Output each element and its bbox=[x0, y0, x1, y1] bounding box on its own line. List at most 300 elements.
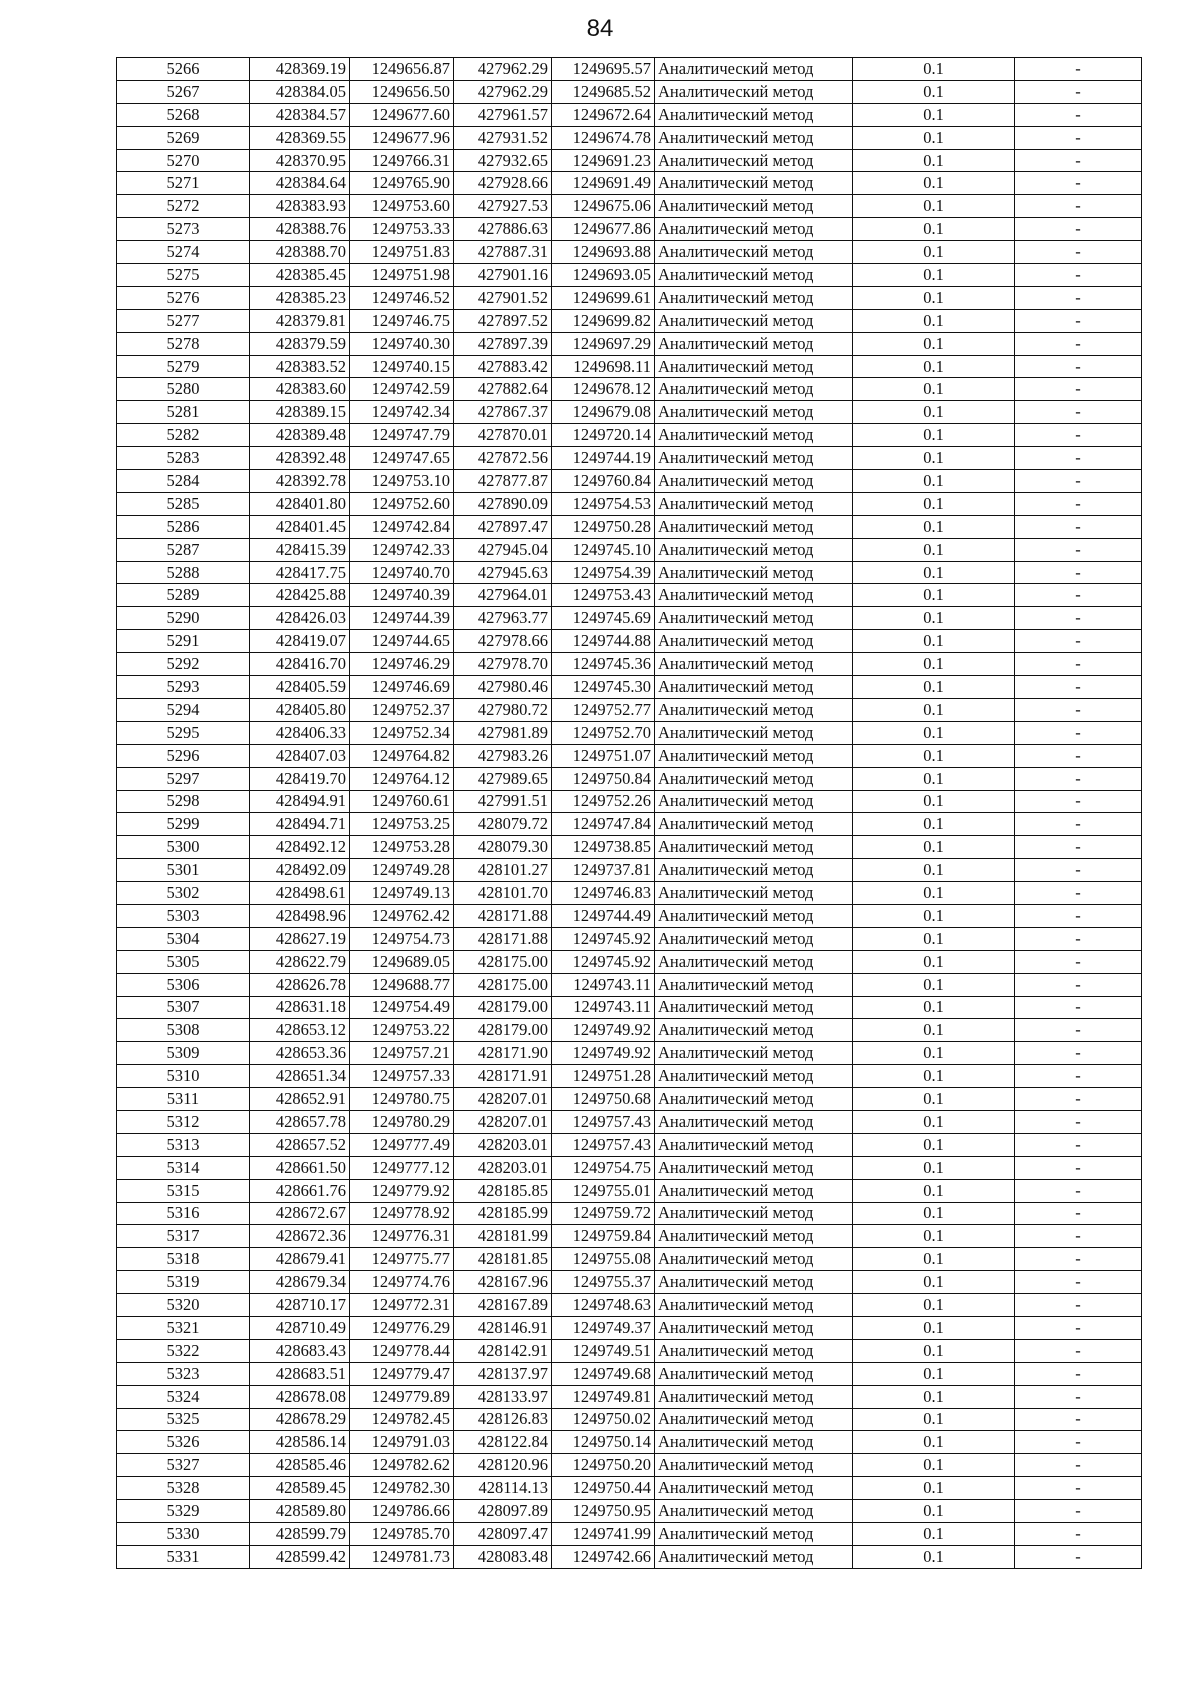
x2-cell: 428171.91 bbox=[454, 1065, 552, 1088]
method-cell: Аналитический метод bbox=[655, 332, 853, 355]
y1-cell: 1249740.39 bbox=[350, 584, 454, 607]
note-cell: - bbox=[1015, 1385, 1142, 1408]
method-cell: Аналитический метод bbox=[655, 1042, 853, 1065]
table-row bbox=[117, 721, 1142, 744]
point-number-cell: 5318 bbox=[117, 1248, 250, 1271]
accuracy-cell: 0.1 bbox=[853, 607, 1015, 630]
table-row bbox=[117, 676, 1142, 699]
note-cell: - bbox=[1015, 355, 1142, 378]
note-cell: - bbox=[1015, 286, 1142, 309]
table-row bbox=[117, 355, 1142, 378]
x1-cell: 428678.08 bbox=[250, 1385, 350, 1408]
y1-cell: 1249742.34 bbox=[350, 401, 454, 424]
note-cell: - bbox=[1015, 492, 1142, 515]
x2-cell: 427928.66 bbox=[454, 172, 552, 195]
table-row bbox=[117, 1179, 1142, 1202]
method-cell: Аналитический метод bbox=[655, 744, 853, 767]
note-cell: - bbox=[1015, 58, 1142, 81]
y1-cell: 1249754.73 bbox=[350, 927, 454, 950]
accuracy-cell: 0.1 bbox=[853, 172, 1015, 195]
x1-cell: 428405.80 bbox=[250, 698, 350, 721]
accuracy-cell: 0.1 bbox=[853, 721, 1015, 744]
y2-cell: 1249749.51 bbox=[552, 1339, 655, 1362]
method-cell: Аналитический метод bbox=[655, 538, 853, 561]
table-row bbox=[117, 1065, 1142, 1088]
accuracy-cell: 0.1 bbox=[853, 1362, 1015, 1385]
accuracy-cell: 0.1 bbox=[853, 1019, 1015, 1042]
x1-cell: 428651.34 bbox=[250, 1065, 350, 1088]
accuracy-cell: 0.1 bbox=[853, 1248, 1015, 1271]
accuracy-cell: 0.1 bbox=[853, 698, 1015, 721]
x1-cell: 428585.46 bbox=[250, 1454, 350, 1477]
point-number-cell: 5266 bbox=[117, 58, 250, 81]
y2-cell: 1249745.69 bbox=[552, 607, 655, 630]
x2-cell: 428181.99 bbox=[454, 1225, 552, 1248]
table-row bbox=[117, 309, 1142, 332]
note-cell: - bbox=[1015, 721, 1142, 744]
note-cell: - bbox=[1015, 103, 1142, 126]
note-cell: - bbox=[1015, 698, 1142, 721]
y1-cell: 1249752.34 bbox=[350, 721, 454, 744]
y1-cell: 1249785.70 bbox=[350, 1523, 454, 1546]
x1-cell: 428710.17 bbox=[250, 1294, 350, 1317]
x1-cell: 428657.52 bbox=[250, 1133, 350, 1156]
x2-cell: 427989.65 bbox=[454, 767, 552, 790]
method-cell: Аналитический метод bbox=[655, 378, 853, 401]
accuracy-cell: 0.1 bbox=[853, 1110, 1015, 1133]
table-row bbox=[117, 882, 1142, 905]
x1-cell: 428392.78 bbox=[250, 470, 350, 493]
accuracy-cell: 0.1 bbox=[853, 1523, 1015, 1546]
point-number-cell: 5268 bbox=[117, 103, 250, 126]
y2-cell: 1249750.02 bbox=[552, 1408, 655, 1431]
y2-cell: 1249744.49 bbox=[552, 904, 655, 927]
table-row bbox=[117, 401, 1142, 424]
y2-cell: 1249745.36 bbox=[552, 653, 655, 676]
method-cell: Аналитический метод bbox=[655, 195, 853, 218]
accuracy-cell: 0.1 bbox=[853, 973, 1015, 996]
note-cell: - bbox=[1015, 447, 1142, 470]
point-number-cell: 5271 bbox=[117, 172, 250, 195]
x2-cell: 427980.72 bbox=[454, 698, 552, 721]
table-row bbox=[117, 378, 1142, 401]
x1-cell: 428383.93 bbox=[250, 195, 350, 218]
x2-cell: 427931.52 bbox=[454, 126, 552, 149]
x2-cell: 428083.48 bbox=[454, 1545, 552, 1568]
table-row bbox=[117, 1454, 1142, 1477]
table-row bbox=[117, 241, 1142, 264]
x1-cell: 428657.78 bbox=[250, 1110, 350, 1133]
x1-cell: 428416.70 bbox=[250, 653, 350, 676]
y1-cell: 1249753.25 bbox=[350, 813, 454, 836]
x1-cell: 428498.61 bbox=[250, 882, 350, 905]
point-number-cell: 5299 bbox=[117, 813, 250, 836]
table-row bbox=[117, 1225, 1142, 1248]
method-cell: Аналитический метод bbox=[655, 676, 853, 699]
y1-cell: 1249757.33 bbox=[350, 1065, 454, 1088]
method-cell: Аналитический метод bbox=[655, 1065, 853, 1088]
x2-cell: 427962.29 bbox=[454, 58, 552, 81]
point-number-cell: 5288 bbox=[117, 561, 250, 584]
table-row bbox=[117, 1294, 1142, 1317]
table-row bbox=[117, 1271, 1142, 1294]
accuracy-cell: 0.1 bbox=[853, 218, 1015, 241]
accuracy-cell: 0.1 bbox=[853, 1294, 1015, 1317]
note-cell: - bbox=[1015, 1248, 1142, 1271]
accuracy-cell: 0.1 bbox=[853, 859, 1015, 882]
x2-cell: 428175.00 bbox=[454, 973, 552, 996]
page-number: 84 bbox=[586, 15, 614, 42]
note-cell: - bbox=[1015, 950, 1142, 973]
note-cell: - bbox=[1015, 1179, 1142, 1202]
x1-cell: 428672.67 bbox=[250, 1202, 350, 1225]
accuracy-cell: 0.1 bbox=[853, 401, 1015, 424]
y1-cell: 1249751.98 bbox=[350, 264, 454, 287]
point-number-cell: 5289 bbox=[117, 584, 250, 607]
accuracy-cell: 0.1 bbox=[853, 1339, 1015, 1362]
x1-cell: 428626.78 bbox=[250, 973, 350, 996]
y2-cell: 1249672.64 bbox=[552, 103, 655, 126]
x2-cell: 427867.37 bbox=[454, 401, 552, 424]
method-cell: Аналитический метод bbox=[655, 973, 853, 996]
note-cell: - bbox=[1015, 1271, 1142, 1294]
point-number-cell: 5286 bbox=[117, 515, 250, 538]
y2-cell: 1249749.68 bbox=[552, 1362, 655, 1385]
accuracy-cell: 0.1 bbox=[853, 1545, 1015, 1568]
note-cell: - bbox=[1015, 241, 1142, 264]
y1-cell: 1249740.15 bbox=[350, 355, 454, 378]
x1-cell: 428389.15 bbox=[250, 401, 350, 424]
accuracy-cell: 0.1 bbox=[853, 126, 1015, 149]
y2-cell: 1249751.07 bbox=[552, 744, 655, 767]
table-row bbox=[117, 1248, 1142, 1271]
y2-cell: 1249748.63 bbox=[552, 1294, 655, 1317]
note-cell: - bbox=[1015, 264, 1142, 287]
table-row bbox=[117, 1431, 1142, 1454]
accuracy-cell: 0.1 bbox=[853, 1042, 1015, 1065]
y1-cell: 1249766.31 bbox=[350, 149, 454, 172]
y1-cell: 1249742.33 bbox=[350, 538, 454, 561]
y2-cell: 1249750.44 bbox=[552, 1477, 655, 1500]
x2-cell: 427932.65 bbox=[454, 149, 552, 172]
method-cell: Аналитический метод bbox=[655, 1545, 853, 1568]
y2-cell: 1249738.85 bbox=[552, 836, 655, 859]
accuracy-cell: 0.1 bbox=[853, 470, 1015, 493]
method-cell: Аналитический метод bbox=[655, 286, 853, 309]
x2-cell: 427961.57 bbox=[454, 103, 552, 126]
method-cell: Аналитический метод bbox=[655, 630, 853, 653]
method-cell: Аналитический метод bbox=[655, 1316, 853, 1339]
x2-cell: 427991.51 bbox=[454, 790, 552, 813]
note-cell: - bbox=[1015, 1110, 1142, 1133]
method-cell: Аналитический метод bbox=[655, 1431, 853, 1454]
y2-cell: 1249757.43 bbox=[552, 1133, 655, 1156]
point-number-cell: 5295 bbox=[117, 721, 250, 744]
point-number-cell: 5326 bbox=[117, 1431, 250, 1454]
accuracy-cell: 0.1 bbox=[853, 676, 1015, 699]
point-number-cell: 5325 bbox=[117, 1408, 250, 1431]
y2-cell: 1249750.95 bbox=[552, 1500, 655, 1523]
x1-cell: 428683.43 bbox=[250, 1339, 350, 1362]
note-cell: - bbox=[1015, 882, 1142, 905]
point-number-cell: 5329 bbox=[117, 1500, 250, 1523]
x2-cell: 427964.01 bbox=[454, 584, 552, 607]
table-row bbox=[117, 790, 1142, 813]
x2-cell: 428181.85 bbox=[454, 1248, 552, 1271]
accuracy-cell: 0.1 bbox=[853, 538, 1015, 561]
y1-cell: 1249752.60 bbox=[350, 492, 454, 515]
method-cell: Аналитический метод bbox=[655, 1110, 853, 1133]
method-cell: Аналитический метод bbox=[655, 492, 853, 515]
y2-cell: 1249678.12 bbox=[552, 378, 655, 401]
y1-cell: 1249747.65 bbox=[350, 447, 454, 470]
point-number-cell: 5290 bbox=[117, 607, 250, 630]
table-row bbox=[117, 1523, 1142, 1546]
note-cell: - bbox=[1015, 836, 1142, 859]
x2-cell: 427981.89 bbox=[454, 721, 552, 744]
note-cell: - bbox=[1015, 332, 1142, 355]
note-cell: - bbox=[1015, 172, 1142, 195]
table-row bbox=[117, 996, 1142, 1019]
x1-cell: 428383.52 bbox=[250, 355, 350, 378]
y1-cell: 1249753.22 bbox=[350, 1019, 454, 1042]
x1-cell: 428679.34 bbox=[250, 1271, 350, 1294]
y1-cell: 1249677.96 bbox=[350, 126, 454, 149]
x1-cell: 428419.70 bbox=[250, 767, 350, 790]
y2-cell: 1249745.92 bbox=[552, 927, 655, 950]
method-cell: Аналитический метод bbox=[655, 1294, 853, 1317]
x2-cell: 427980.46 bbox=[454, 676, 552, 699]
point-number-cell: 5321 bbox=[117, 1316, 250, 1339]
note-cell: - bbox=[1015, 1408, 1142, 1431]
point-number-cell: 5323 bbox=[117, 1362, 250, 1385]
x1-cell: 428389.48 bbox=[250, 424, 350, 447]
y1-cell: 1249777.49 bbox=[350, 1133, 454, 1156]
note-cell: - bbox=[1015, 859, 1142, 882]
y2-cell: 1249749.81 bbox=[552, 1385, 655, 1408]
y1-cell: 1249778.44 bbox=[350, 1339, 454, 1362]
accuracy-cell: 0.1 bbox=[853, 1408, 1015, 1431]
method-cell: Аналитический метод bbox=[655, 1523, 853, 1546]
y2-cell: 1249699.82 bbox=[552, 309, 655, 332]
x2-cell: 428167.89 bbox=[454, 1294, 552, 1317]
x1-cell: 428678.29 bbox=[250, 1408, 350, 1431]
note-cell: - bbox=[1015, 561, 1142, 584]
note-cell: - bbox=[1015, 1088, 1142, 1111]
y1-cell: 1249749.13 bbox=[350, 882, 454, 905]
note-cell: - bbox=[1015, 1477, 1142, 1500]
y1-cell: 1249752.37 bbox=[350, 698, 454, 721]
accuracy-cell: 0.1 bbox=[853, 1202, 1015, 1225]
method-cell: Аналитический метод bbox=[655, 401, 853, 424]
y2-cell: 1249759.84 bbox=[552, 1225, 655, 1248]
method-cell: Аналитический метод bbox=[655, 904, 853, 927]
y1-cell: 1249747.79 bbox=[350, 424, 454, 447]
table-row bbox=[117, 950, 1142, 973]
x1-cell: 428388.76 bbox=[250, 218, 350, 241]
x2-cell: 428179.00 bbox=[454, 996, 552, 1019]
y1-cell: 1249753.28 bbox=[350, 836, 454, 859]
note-cell: - bbox=[1015, 1362, 1142, 1385]
accuracy-cell: 0.1 bbox=[853, 1156, 1015, 1179]
point-number-cell: 5319 bbox=[117, 1271, 250, 1294]
note-cell: - bbox=[1015, 80, 1142, 103]
x1-cell: 428384.64 bbox=[250, 172, 350, 195]
y2-cell: 1249744.19 bbox=[552, 447, 655, 470]
note-cell: - bbox=[1015, 1454, 1142, 1477]
method-cell: Аналитический метод bbox=[655, 103, 853, 126]
x2-cell: 428203.01 bbox=[454, 1156, 552, 1179]
accuracy-cell: 0.1 bbox=[853, 1271, 1015, 1294]
table-row bbox=[117, 80, 1142, 103]
y2-cell: 1249747.84 bbox=[552, 813, 655, 836]
table-row bbox=[117, 927, 1142, 950]
table-row bbox=[117, 698, 1142, 721]
point-number-cell: 5284 bbox=[117, 470, 250, 493]
note-cell: - bbox=[1015, 790, 1142, 813]
method-cell: Аналитический метод bbox=[655, 1454, 853, 1477]
note-cell: - bbox=[1015, 1156, 1142, 1179]
note-cell: - bbox=[1015, 149, 1142, 172]
x2-cell: 427877.87 bbox=[454, 470, 552, 493]
y1-cell: 1249786.66 bbox=[350, 1500, 454, 1523]
y2-cell: 1249754.53 bbox=[552, 492, 655, 515]
y2-cell: 1249677.86 bbox=[552, 218, 655, 241]
x2-cell: 427887.31 bbox=[454, 241, 552, 264]
accuracy-cell: 0.1 bbox=[853, 103, 1015, 126]
point-number-cell: 5322 bbox=[117, 1339, 250, 1362]
y1-cell: 1249760.61 bbox=[350, 790, 454, 813]
note-cell: - bbox=[1015, 676, 1142, 699]
table-row bbox=[117, 1500, 1142, 1523]
y1-cell: 1249746.69 bbox=[350, 676, 454, 699]
x2-cell: 428207.01 bbox=[454, 1110, 552, 1133]
x2-cell: 428126.83 bbox=[454, 1408, 552, 1431]
x2-cell: 428079.30 bbox=[454, 836, 552, 859]
point-number-cell: 5296 bbox=[117, 744, 250, 767]
y2-cell: 1249760.84 bbox=[552, 470, 655, 493]
y1-cell: 1249779.47 bbox=[350, 1362, 454, 1385]
x2-cell: 428185.85 bbox=[454, 1179, 552, 1202]
table-row bbox=[117, 470, 1142, 493]
y1-cell: 1249780.29 bbox=[350, 1110, 454, 1133]
y2-cell: 1249754.39 bbox=[552, 561, 655, 584]
accuracy-cell: 0.1 bbox=[853, 767, 1015, 790]
accuracy-cell: 0.1 bbox=[853, 790, 1015, 813]
note-cell: - bbox=[1015, 630, 1142, 653]
x2-cell: 427872.56 bbox=[454, 447, 552, 470]
table-row bbox=[117, 1110, 1142, 1133]
method-cell: Аналитический метод bbox=[655, 172, 853, 195]
method-cell: Аналитический метод bbox=[655, 950, 853, 973]
x1-cell: 428631.18 bbox=[250, 996, 350, 1019]
note-cell: - bbox=[1015, 1202, 1142, 1225]
table-row bbox=[117, 515, 1142, 538]
point-number-cell: 5301 bbox=[117, 859, 250, 882]
accuracy-cell: 0.1 bbox=[853, 904, 1015, 927]
y1-cell: 1249749.28 bbox=[350, 859, 454, 882]
y2-cell: 1249745.92 bbox=[552, 950, 655, 973]
accuracy-cell: 0.1 bbox=[853, 1225, 1015, 1248]
x2-cell: 427983.26 bbox=[454, 744, 552, 767]
x2-cell: 428101.27 bbox=[454, 859, 552, 882]
x2-cell: 427883.42 bbox=[454, 355, 552, 378]
point-number-cell: 5294 bbox=[117, 698, 250, 721]
accuracy-cell: 0.1 bbox=[853, 264, 1015, 287]
accuracy-cell: 0.1 bbox=[853, 1454, 1015, 1477]
point-number-cell: 5281 bbox=[117, 401, 250, 424]
table-row bbox=[117, 1202, 1142, 1225]
note-cell: - bbox=[1015, 470, 1142, 493]
note-cell: - bbox=[1015, 1065, 1142, 1088]
accuracy-cell: 0.1 bbox=[853, 1133, 1015, 1156]
note-cell: - bbox=[1015, 195, 1142, 218]
x2-cell: 427897.52 bbox=[454, 309, 552, 332]
y2-cell: 1249744.88 bbox=[552, 630, 655, 653]
x1-cell: 428661.50 bbox=[250, 1156, 350, 1179]
y2-cell: 1249753.43 bbox=[552, 584, 655, 607]
method-cell: Аналитический метод bbox=[655, 447, 853, 470]
table-row bbox=[117, 332, 1142, 355]
y1-cell: 1249776.31 bbox=[350, 1225, 454, 1248]
accuracy-cell: 0.1 bbox=[853, 286, 1015, 309]
accuracy-cell: 0.1 bbox=[853, 195, 1015, 218]
point-number-cell: 5291 bbox=[117, 630, 250, 653]
table-row bbox=[117, 767, 1142, 790]
y1-cell: 1249751.83 bbox=[350, 241, 454, 264]
point-number-cell: 5285 bbox=[117, 492, 250, 515]
accuracy-cell: 0.1 bbox=[853, 950, 1015, 973]
point-number-cell: 5274 bbox=[117, 241, 250, 264]
y2-cell: 1249750.28 bbox=[552, 515, 655, 538]
x2-cell: 427870.01 bbox=[454, 424, 552, 447]
point-number-cell: 5278 bbox=[117, 332, 250, 355]
point-number-cell: 5282 bbox=[117, 424, 250, 447]
table-row bbox=[117, 538, 1142, 561]
x2-cell: 428171.88 bbox=[454, 904, 552, 927]
y2-cell: 1249750.20 bbox=[552, 1454, 655, 1477]
coordinates-table bbox=[116, 57, 1142, 1569]
method-cell: Аналитический метод bbox=[655, 1339, 853, 1362]
point-number-cell: 5327 bbox=[117, 1454, 250, 1477]
method-cell: Аналитический метод bbox=[655, 1179, 853, 1202]
x1-cell: 428627.19 bbox=[250, 927, 350, 950]
x2-cell: 428097.89 bbox=[454, 1500, 552, 1523]
method-cell: Аналитический метод bbox=[655, 1133, 853, 1156]
x1-cell: 428384.05 bbox=[250, 80, 350, 103]
y2-cell: 1249745.30 bbox=[552, 676, 655, 699]
note-cell: - bbox=[1015, 973, 1142, 996]
note-cell: - bbox=[1015, 1225, 1142, 1248]
method-cell: Аналитический метод bbox=[655, 1408, 853, 1431]
point-number-cell: 5297 bbox=[117, 767, 250, 790]
point-number-cell: 5287 bbox=[117, 538, 250, 561]
x2-cell: 427945.04 bbox=[454, 538, 552, 561]
note-cell: - bbox=[1015, 378, 1142, 401]
x1-cell: 428405.59 bbox=[250, 676, 350, 699]
method-cell: Аналитический метод bbox=[655, 1500, 853, 1523]
table-row bbox=[117, 653, 1142, 676]
table-row bbox=[117, 584, 1142, 607]
point-number-cell: 5292 bbox=[117, 653, 250, 676]
y2-cell: 1249745.10 bbox=[552, 538, 655, 561]
method-cell: Аналитический метод bbox=[655, 1156, 853, 1179]
table-row bbox=[117, 813, 1142, 836]
method-cell: Аналитический метод bbox=[655, 584, 853, 607]
note-cell: - bbox=[1015, 767, 1142, 790]
table-row bbox=[117, 1019, 1142, 1042]
note-cell: - bbox=[1015, 996, 1142, 1019]
